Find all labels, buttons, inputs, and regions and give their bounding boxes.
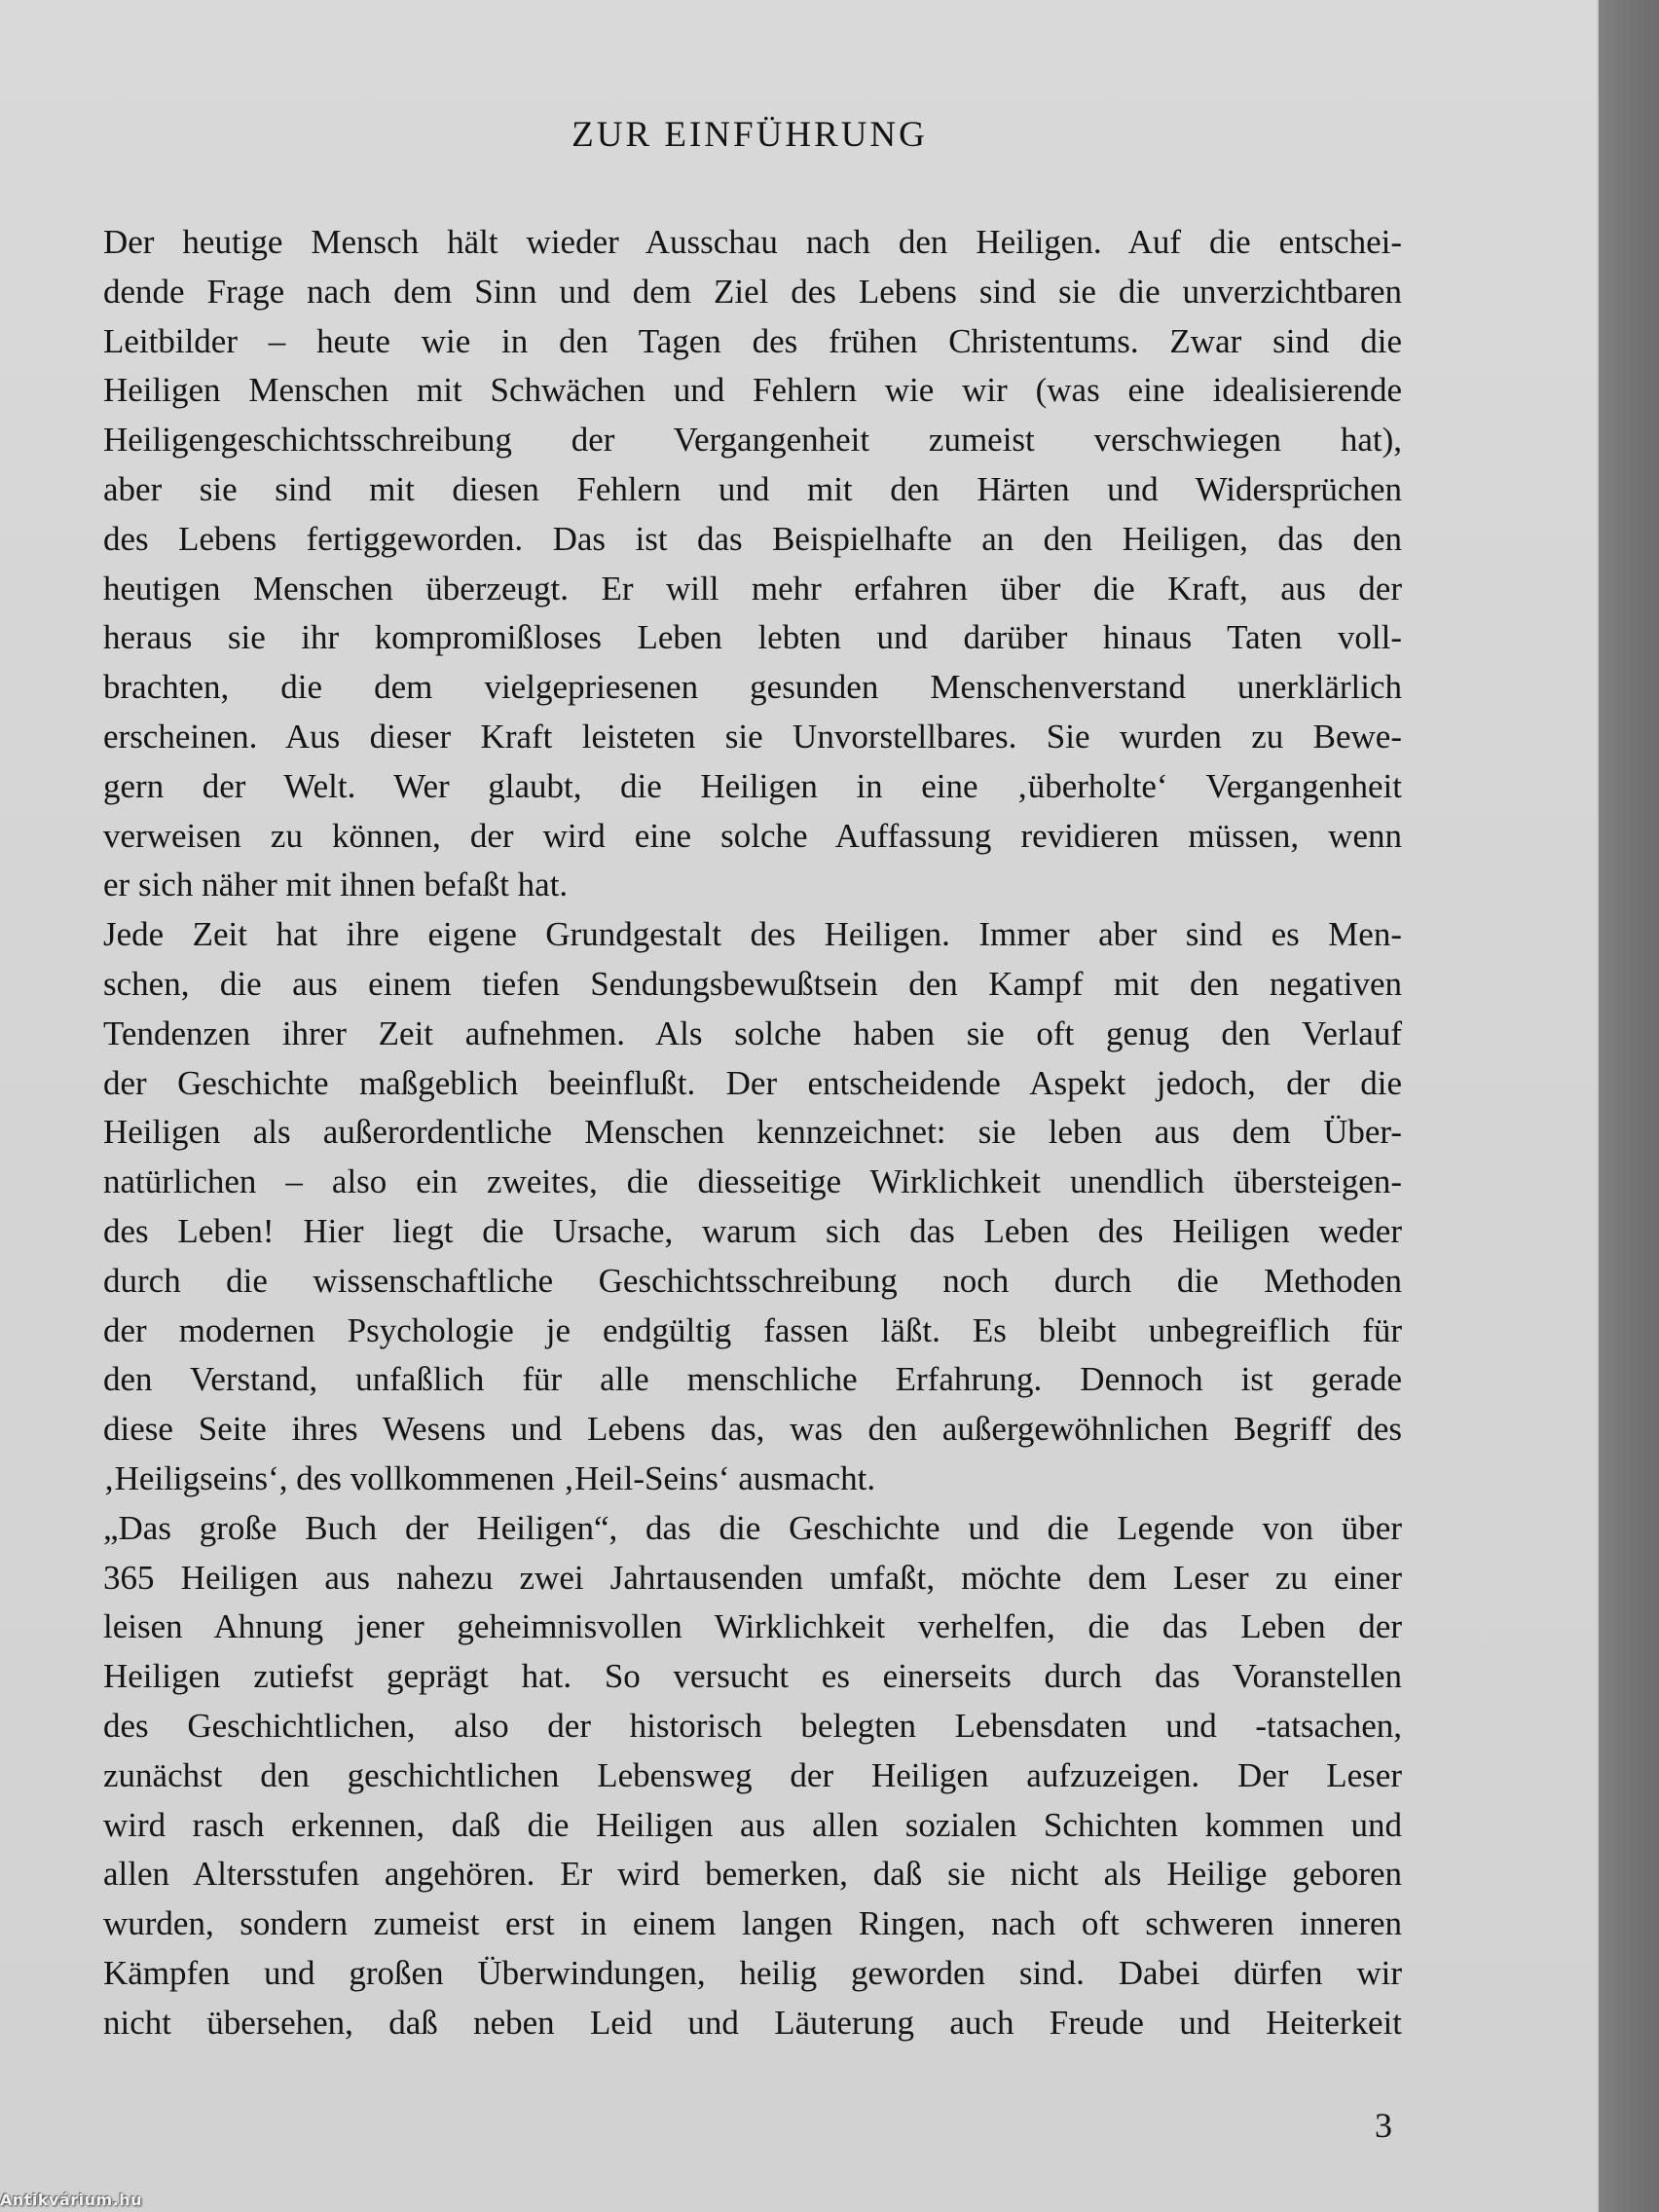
text-line: durch die wissenschaftliche Geschichtsschreibung noch durch die Methoden [103, 1261, 1402, 1300]
text-line: der modernen Psychologie je endgültig fassen läßt. Es bleibt unbegreiflich für [103, 1310, 1402, 1349]
text-line: Heiligen als außerordentliche Menschen kennzeichnet: sie leben aus dem Über- [103, 1113, 1402, 1152]
text-line: leisen Ahnung jener geheimnisvollen Wirklichkeit verhelfen, die das Leben der [103, 1607, 1402, 1646]
text-line: ‚Heiligseins‘, des vollkommenen ‚Heil-Seins‘ ausmacht. [103, 1458, 876, 1497]
text-line: Heiligen Menschen mit Schwächen und Fehlern wie wir (was eine idealisierende [103, 371, 1402, 410]
text-line: den Verstand, unfaßlich für alle menschliche Erfahrung. Dennoch ist gerade [103, 1360, 1402, 1399]
text-line: verweisen zu können, der wird eine solche Auffassung revidieren müssen, wenn [103, 816, 1402, 855]
text-line: nicht übersehen, daß neben Leid und Läuterung auch Freude und Heiterkeit [103, 2003, 1402, 2042]
text-line: dende Frage nach dem Sinn und dem Ziel des Lebens sind sie die unverzichtbaren [103, 272, 1402, 311]
watermark: Antikvárium.hu [0, 2191, 143, 2209]
text-line: Jede Zeit hat ihre eigene Grundgestalt des Heiligen. Immer aber sind es Men- [103, 915, 1402, 954]
text-line: Heiligen zutiefst geprägt hat. So versucht es einerseits durch das Voranstellen [103, 1657, 1402, 1696]
text-line: heutigen Menschen überzeugt. Er will mehr erfahren über die Kraft, aus der [103, 569, 1402, 608]
page-number: 3 [1375, 2106, 1392, 2145]
paragraph-3 [103, 1504, 1402, 2048]
paragraph-1 [103, 218, 1402, 910]
text-line: der Geschichte maßgeblich beeinflußt. Der entscheidende Aspekt jedoch, der die [103, 1063, 1402, 1102]
text-line: erscheinen. Aus dieser Kraft leisteten sie Unvorstellbares. Sie wurden zu Bewe- [103, 717, 1402, 756]
text-line: er sich näher mit ihnen befaßt hat. [103, 866, 569, 904]
text-line: des Lebens fertiggeworden. Das ist das Beispielhafte an den Heiligen, das den [103, 519, 1402, 558]
body-text [103, 218, 1402, 2047]
book-backdrop [1591, 0, 1659, 2212]
text-line: wurden, sondern zumeist erst in einem langen Ringen, nach oft schweren inneren [103, 1904, 1402, 1943]
paragraph-2 [103, 910, 1402, 1504]
text-line: heraus sie ihr kompromißloses Leben lebten und darüber hinaus Taten voll- [103, 618, 1402, 657]
text-line: schen, die aus einem tiefen Sendungsbewußtsein den Kampf mit den negativen [103, 964, 1402, 1003]
text-line: brachten, die dem vielgepriesenen gesunden Menschenverstand unerklärlich [103, 668, 1402, 707]
text-line: Der heutige Mensch hält wieder Ausschau nach den Heiligen. Auf die entschei- [103, 223, 1402, 261]
text-line: natürlichen – also ein zweites, die diesseitige Wirklichkeit unendlich übersteigen- [103, 1162, 1402, 1201]
text-line: zunächst den geschichtlichen Lebensweg der Heiligen aufzuzeigen. Der Leser [103, 1755, 1402, 1794]
text-line: Leitbilder – heute wie in den Tagen des frühen Christentums. Zwar sind die [103, 321, 1402, 360]
text-line: 365 Heiligen aus nahezu zwei Jahrtausenden umfaßt, möchte dem Leser zu einer [103, 1558, 1402, 1597]
text-line: gern der Welt. Wer glaubt, die Heiligen in eine ‚überholte‘ Vergangenheit [103, 766, 1402, 805]
text-line: „Das große Buch der Heiligen“, das die Geschichte und die Legende von über [103, 1508, 1402, 1547]
text-line: Heiligengeschichtsschreibung der Vergangenheit zumeist verschwiegen hat), [103, 421, 1402, 460]
text-line: des Leben! Hier liegt die Ursache, warum sich das Leben des Heiligen weder [103, 1211, 1402, 1250]
text-line: Kämpfen und großen Überwindungen, heilig geworden sind. Dabei dürfen wir [103, 1953, 1402, 1992]
text-line: Tendenzen ihrer Zeit aufnehmen. Als solche haben sie oft genug den Verlauf [103, 1014, 1402, 1052]
text-line: des Geschichtlichen, also der historisch belegten Lebensdaten und -tatsachen, [103, 1706, 1402, 1745]
page-title: ZUR EINFÜHRUNG [571, 115, 928, 155]
text-line: allen Altersstufen angehören. Er wird bemerken, daß sie nicht als Heilige geboren [103, 1855, 1402, 1894]
text-line: diese Seite ihres Wesens und Lebens das, was den außergewöhnlichen Begriff des [103, 1410, 1402, 1449]
text-line: aber sie sind mit diesen Fehlern und mit den Härten und Widersprüchen [103, 469, 1402, 508]
text-line: wird rasch erkennen, daß die Heiligen aus allen sozialen Schichten kommen und [103, 1805, 1402, 1844]
